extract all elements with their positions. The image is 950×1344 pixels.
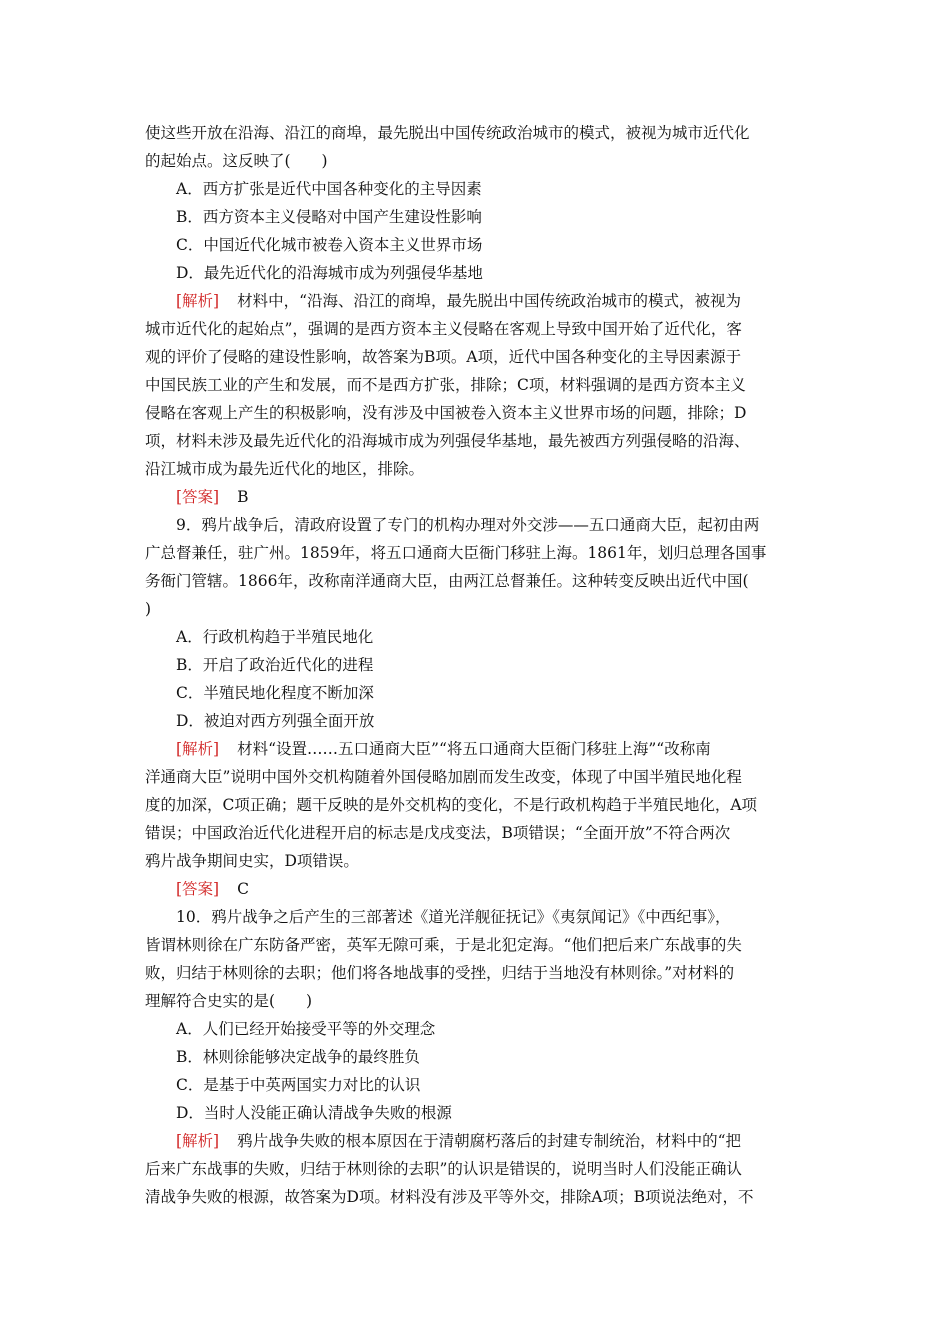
q9-analysis-line [145,735,810,763]
q9-stem-line: 9．鸦片战争后，清政府设置了专门的机构办理对外交涉——五口通商大臣，起初由两 [176,516,760,534]
document-page [145,119,810,1211]
q8-analysis-line: 中国民族工业的产生和发展，而不是西方扩张，排除；C项，材料强调的是西方资本主义 [145,376,746,394]
q10-option-b: B．林则徐能够决定战争的最终胜负 [176,1048,420,1066]
q8-analysis-line: 沿江城市成为最先近代化的地区，排除。 [145,460,425,478]
q9-stem-line: 务衙门管辖。1866年，改称南洋通商大臣，由两江总督兼任。这种转变反映出近代中国( [145,572,749,590]
q9-stem-line: ) [145,600,152,618]
analysis-tag: [解析] [176,740,220,758]
q8-analysis-line: 项，材料未涉及最先近代化的沿海城市成为列强侵华基地，最先被西方列强侵略的沿海、 [145,432,750,450]
q9-answer-line [145,875,810,903]
q8-option-c: C．中国近代化城市被卷入资本主义世界市场 [176,236,483,254]
analysis-text: 鸦片战争失败的根本原因在于清朝腐朽落后的封建专制统治，材料中的“把 [237,1132,742,1150]
q10-option-a: A．人们已经开始接受平等的外交理念 [176,1020,436,1038]
q9-analysis-line: 度的加深，C项正确；题干反映的是外交机构的变化，不是行政机构趋于半殖民地化，A项 [145,796,758,814]
q9-option-a: A．行政机构趋于半殖民地化 [176,628,374,646]
analysis-text: 材料中，“沿海、沿江的商埠，最先脱出中国传统政治城市的模式，被视为 [237,292,742,310]
q10-stem-line: 皆谓林则徐在广东防备严密，英军无隙可乘，于是北犯定海。“他们把后来广东战事的失 [145,936,742,954]
q10-analysis-line [145,1127,810,1155]
q9-option-c: C．半殖民地化程度不断加深 [176,684,374,702]
q8-option-a: A．西方扩张是近代中国各种变化的主导因素 [176,180,482,198]
q10-stem-line: 10．鸦片战争之后产生的三部著述《道光洋舰征抚记》《夷氛闻记》《中西纪事》， [176,908,731,926]
q9-analysis-line: 鸦片战争期间史实，D项错误。 [145,852,359,870]
q10-option-d: D．当时人没能正确认清战争失败的根源 [176,1104,452,1122]
q9-option-d: D．被迫对西方列强全面开放 [176,712,375,730]
q10-analysis-line: 后来广东战事的失败，归结于林则徐的去职”的认识是错误的，说明当时人们没能正确认 [145,1160,742,1178]
q10-stem-line: 理解符合史实的是( ) [145,992,313,1010]
q9-analysis-line: 洋通商大臣”说明中国外交机构随着外国侵略加剧而发生改变，体现了中国半殖民地化程 [145,768,742,786]
answer-tag: [答案] [176,880,220,898]
analysis-tag: [解析] [176,1132,220,1150]
q8-option-d: D．最先近代化的沿海城市成为列强侵华基地 [176,264,483,282]
q10-analysis-line: 清战争失败的根源，故答案为D项。材料没有涉及平等外交，排除A项；B项说法绝对，不 [145,1188,754,1206]
q8-analysis-line: 观的评价了侵略的建设性影响，故答案为B项。A项，近代中国各种变化的主导因素源于 [145,348,742,366]
answer-value: B [237,488,249,506]
q8-stem-line: 的起始点。这反映了( ) [145,152,328,170]
answer-tag: [答案] [176,488,220,506]
q10-option-c: C．是基于中英两国实力对比的认识 [176,1076,421,1094]
analysis-tag: [解析] [176,292,220,310]
q8-analysis-line: 侵略在客观上产生的积极影响，没有涉及中国被卷入资本主义世界市场的问题，排除；D [145,404,747,422]
q9-option-b: B．开启了政治近代化的进程 [176,656,374,674]
q9-stem-line: 广总督兼任，驻广州。1859年，将五口通商大臣衙门移驻上海。1861年，划归总理各国事 [145,544,767,562]
answer-value: C [237,880,249,898]
q8-analysis-line [145,287,810,315]
analysis-text: 材料“设置……五口通商大臣”“将五口通商大臣衙门移驻上海”“改称南 [237,740,711,758]
q8-answer-line [145,483,810,511]
q10-stem-line: 败，归结于林则徐的去职；他们将各地战事的受挫，归结于当地没有林则徐。”对材料的 [145,964,735,982]
q9-analysis-line: 错误；中国政治近代化进程开启的标志是戊戌变法，B项错误；“全面开放”不符合两次 [145,824,731,842]
q8-option-b: B．西方资本主义侵略对中国产生建设性影响 [176,208,482,226]
q8-stem-line: 使这些开放在沿海、沿江的商埠，最先脱出中国传统政治城市的模式，被视为城市近代化 [145,124,750,142]
q8-analysis-line: 城市近代化的起始点”，强调的是西方资本主义侵略在客观上导致中国开始了近代化，客 [145,320,742,338]
